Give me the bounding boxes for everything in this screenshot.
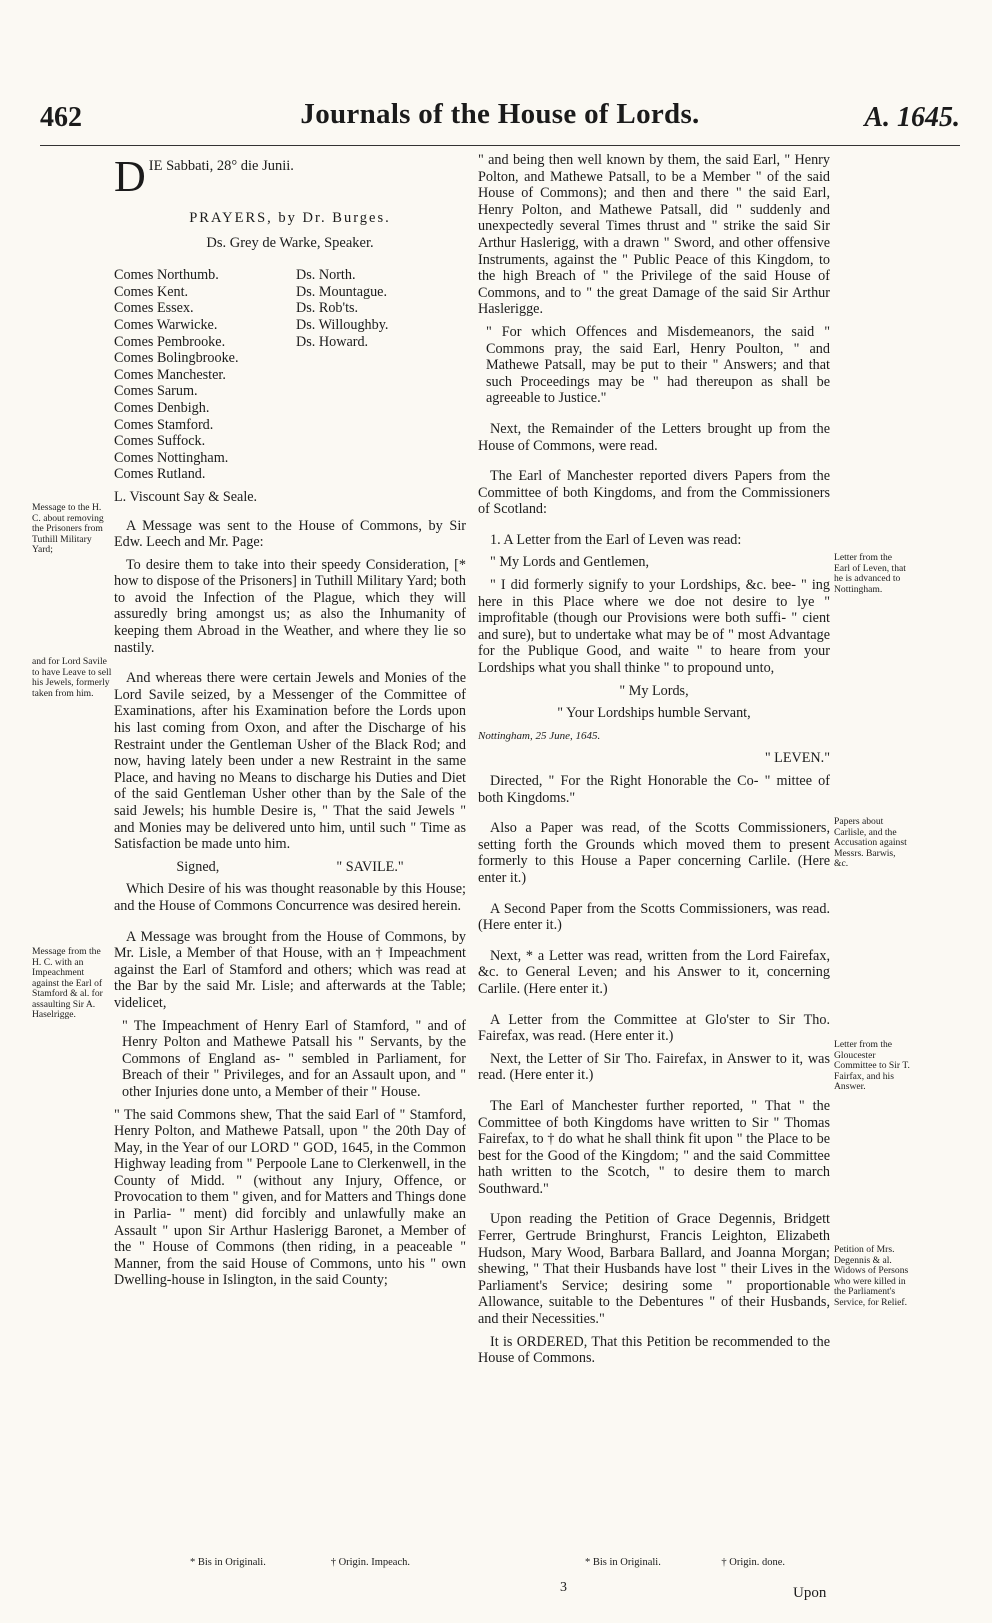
paragraph: Next, the Remainder of the Letters brought up from the House of Commons, were read.: [478, 420, 830, 454]
paragraph: Upon reading the Petition of Grace Degennis, Bridgett Ferrer, Gertrude Bringhurst, Francis Leighton, Elizabeth Hudson, Mary Wood, Barbara Ballard, and Joanna Morgan; shewing, " That their Husbands have lost " their Lives in the Parliament's Service; desiring some " proportionable Allowance, suitable to the Debentures " of their Husbands, and their Necessities.": [478, 1211, 830, 1328]
paragraph: Also a Paper was read, of the Scotts Commissioners, setting forth the Grounds which moved them to present formerly to this House a Paper concerning Carlile. (Here enter it.): [478, 820, 830, 886]
viscount-line: L. Viscount Say & Seale.: [114, 488, 258, 505]
roll-entry: Comes Denbigh.: [114, 399, 210, 416]
footnote: * Bis in Originali.: [190, 1557, 266, 1568]
paragraph: To desire them to take into their speedy Consideration, [* how to dispose of the Prisoners] in Tuthill Military Yard; both to avoid the Infection of the Plague, which they will assuredly bring amongst us; as also the Inhumanity of keeping them Abroad in the Weather, and where they lie so nastily.: [114, 556, 466, 656]
speaker-line: Ds. Grey de Warke, Speaker.: [206, 234, 374, 251]
roll-entry: Comes Nottingham.: [114, 449, 229, 466]
margin-note: and for Lord Savile to have Leave to sell his Jewels, formerly taken from him.: [32, 656, 112, 699]
roll-entry: Comes Manchester.: [114, 366, 226, 383]
paragraph: A Message was brought from the House of Commons, by Mr. Lisle, a Member of that House, with an † Impeachment against the Earl of Stamford and others; which was read at the Bar by the said Mr. Lisle; and afterwards at the Table; videlicet,: [114, 928, 466, 1011]
signature-mark: 3: [560, 1580, 567, 1595]
footnotes-left: [190, 1557, 410, 1568]
quoted-paragraph: " For which Offences and Misdemeanors, the said " Commons pray, the said Earl, Henry Poulton, " and Mathewe Patsall, may be put to their " Answers; and that such Proceedings may be " had thereupon as shall be agreeable to Justice.": [486, 323, 830, 407]
paragraph: Next, * a Letter was read, written from the Lord Fairefax, &c. to General Leven; and his Answer to it, concerning Carlile. (Here enter it.): [478, 947, 830, 997]
roll-entry: Ds. North.: [296, 267, 356, 284]
roll-entry: Ds. Rob'ts.: [296, 300, 359, 317]
roll-entry: Comes Stamford.: [114, 416, 214, 433]
quoted-paragraph: " The said Commons shew, That the said Earl of " Stamford, Henry Polton, and Mathewe Patsall, upon " the 20th Day of May, in the Year of our LORD " GOD, 1645, in the Common Highway leading from " Perpoole Lane to Clerkenwell, in the County of Midd. " (without any Injury, Offence, or Provocation to them " given, and for Matters and Things done in Parlia- " ment) did forcibly and unlawfully make an Assault " upon Sir Arthur Haslerigg Baronet, a Member of the " House of Commons (then riding, in a peaceable " Manner, from the said House of Commons, unto his " own Dwelling-house in Islington, in the said County;: [114, 1106, 466, 1289]
paragraph: Next, the Letter of Sir Tho. Fairefax, in Answer to it, was read. (Here enter it.): [478, 1050, 830, 1084]
paragraph: And whereas there were certain Jewels and Monies of the Lord Savile seized, by a Messenger of the Committee of Examinations, after his Examination before the Lords upon his last coming from Oxon, and after the Discharge of his Restraint under the Gentleman Usher of the Black Rod; and now, having lately been under a new Restraint in the same Place, and having no Means to discharge his Duties and Diet of the said Gentleman Usher other than by the Sale of the said Jewels; his humble Desire is, " That the said Jewels " and Monies may be delivered unto him, until such " Time as Satisfaction be made unto him.: [114, 670, 466, 853]
roll-domini: [296, 267, 388, 483]
paragraph: A Letter from the Committee at Glo'ster to Sir Tho. Fairefax, was read. (Here enter it.): [478, 1011, 830, 1045]
roll-entry: Comes Pembrooke.: [114, 333, 226, 350]
roll-entry: Comes Warwicke.: [114, 316, 218, 333]
session-date: [114, 152, 466, 201]
attendance-roll: [114, 267, 466, 483]
date-text: IE Sabbati, 28° die Junii.: [148, 158, 294, 174]
roll-entry: Comes Kent.: [114, 283, 189, 300]
roll-comites: [114, 267, 296, 483]
running-title: Journals of the House of Lords.: [300, 98, 700, 130]
footnote: † Origin. Impeach.: [330, 1557, 410, 1568]
right-column: [478, 152, 830, 1373]
margin-note: Letter from the Gloucester Committee to Sir T. Fairfax, and his Answer.: [834, 1039, 910, 1092]
closing-line: " Your Lordships humble Servant,: [557, 705, 751, 722]
paragraph: A Second Paper from the Scotts Commissioners, was read. (Here enter it.): [478, 900, 830, 934]
signed-label: Signed,: [176, 858, 220, 875]
roll-entry: Ds. Mountague.: [296, 283, 388, 300]
roll-entry: Comes Bolingbrooke.: [114, 350, 239, 367]
page-number: 462: [40, 102, 82, 133]
salutation: " My Lords and Gentlemen,: [490, 554, 650, 571]
catchword: Upon: [793, 1585, 827, 1601]
drop-cap: D: [114, 152, 146, 201]
page-year: A. 1645.: [864, 102, 960, 133]
paragraph: The Earl of Manchester reported divers Papers from the Committee of both Kingdoms, and from the Commissioners of Scotland:: [478, 468, 830, 518]
paragraph: 1. A Letter from the Earl of Leven was read:: [490, 531, 742, 548]
roll-entry: Comes Rutland.: [114, 466, 206, 483]
margin-note: Petition of Mrs. Degennis & al. Widows of Persons who were killed in the Parliament's Service, for Relief.: [834, 1244, 909, 1308]
prayers-line: PRAYERS, by Dr. Burges.: [189, 210, 391, 226]
paragraph: Which Desire of his was thought reasonable by this House; and the House of Commons Concurrence was desired herein.: [114, 881, 466, 914]
direction: Directed, " For the Right Honorable the Co- " mittee of both Kingdoms.": [478, 773, 830, 806]
signatory: " LEVEN.": [764, 750, 830, 767]
margin-note: Message from the H. C. with an Impeachment against the Earl of Stamford & al. for assaulting Sir A. Haselrigge.: [32, 946, 103, 1020]
salutation: " My Lords,: [619, 682, 689, 699]
roll-entry: Comes Sarum.: [114, 383, 198, 400]
left-column: [114, 152, 466, 1295]
signatory: " SAVILE.": [336, 858, 404, 875]
footnotes-right: [585, 1557, 785, 1568]
quoted-paragraph: " and being then well known by them, the said Earl, " Henry Polton, and Mathewe Patsall, to be a Member " of the said House of Commons); and then and there " the said Earl, Henry Polton, and Mathewe Patsall, did " suddenly and unexpectedly several Times thrust and " strike the said Sir Arthur Haslerigg, with a drawn " Sword, and other offensive Instruments, against the " Public Peace of this Kingdom, to the high Breach of " the Privilege of the said House of Commons, and to " the great Damage of the said Sir Arthur Haslerigge.: [478, 152, 830, 318]
place-date: Nottingham, 25 June, 1645.: [478, 729, 601, 742]
signature-line: [114, 859, 466, 876]
header-rule: [40, 145, 960, 146]
order-paragraph: It is ORDERED, That this Petition be recommended to the House of Commons.: [478, 1333, 830, 1367]
margin-note: Papers about Carlisle, and the Accusation against Messrs. Barwis, &c.: [834, 816, 907, 869]
roll-entry: Ds. Howard.: [296, 333, 369, 350]
paragraph: The Earl of Manchester further reported, " That " the Committee of both Kingdoms have written to Sir " Thomas Fairefax, to † do what he shall think fit upon " the Place to be best for the Good of the Kingdom; " and the said Committee hath written to the Scotch, " to desire them to march Southward.": [478, 1097, 830, 1197]
margin-note: Letter from the Earl of Leven, that he is advanced to Nottingham.: [834, 552, 906, 595]
footnote: † Origin. done.: [721, 1557, 785, 1568]
roll-entry: Ds. Willoughby.: [296, 316, 389, 333]
roll-entry: Comes Suffock.: [114, 433, 206, 450]
quoted-paragraph: " The Impeachment of Henry Earl of Stamford, " and of Henry Polton and Mathewe Patsall his " Servants, by the Commons of England as- " sembled in Parliament, for Breach of their " Privileges, and for an Assault upon, and " other Injuries done unto, a Member of their " House.: [122, 1017, 466, 1100]
roll-entry: Comes Essex.: [114, 300, 194, 317]
roll-entry: Comes Northumb.: [114, 267, 219, 284]
page-header: [40, 98, 960, 142]
letter-body: " I did formerly signify to your Lordships, &c. bee- " ing here in this Place where we doe not desire to lye " improfitable (though our Provisions were both suffi- " cient and sure), but to undertake what may be of " most Advantage for the Publique Good, and waite " to heare from your Lordships what you shall thinke " to propound unto,: [478, 577, 830, 677]
margin-note: Message to the H. C. about removing the Prisoners from Tuthill Military Yard;: [32, 502, 104, 555]
footnote: * Bis in Originali.: [585, 1557, 661, 1568]
paragraph: A Message was sent to the House of Commons, by Sir Edw. Leech and Mr. Page:: [114, 517, 466, 551]
